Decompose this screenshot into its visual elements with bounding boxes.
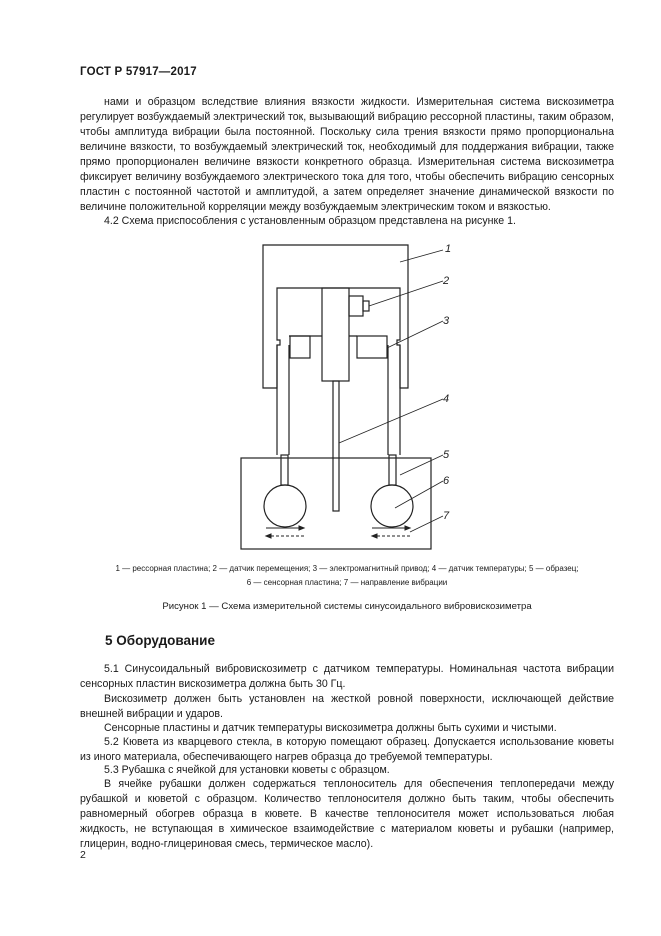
paragraph-4-2: 4.2 Схема приспособления с установленным образцом представлена на рисунке 1. <box>104 215 516 227</box>
label-5: 5 <box>443 449 450 461</box>
section-title: 5 Оборудование <box>105 633 215 648</box>
paragraph-4-1-continued: нами и образцом вследствие влияния вязкости жидкости. Измерительная система вискозиметра регулирует возбуждаемый электрический ток, вызывающий вибрацию рессорной пластины, таким образом, чтобы амплитуда вибрации была постоянной. Поскольку сила трения вязкости прямо пропорциональна величине вязкости, то возбуждаемый электрический ток, необходимый для поддержания вибрации, также прямо пропорционален величине вязкости конкретного образца. Измерительная система вискозиметра фиксирует величину возбуждаемого электрического тока для того, чтобы обеспечить вибрацию сенсорных пластин с постоянной частотой и амплитудой, а затем определяет значение динамической вязкости по величине положительной корреляции между возбуждаемым электрическим током и вязкостью. <box>80 96 614 213</box>
label-1: 1 <box>445 243 452 255</box>
figure-caption: Рисунок 1 — Схема измерительной системы синусоидального вибровискозиметра <box>162 601 532 612</box>
document-header: ГОСТ Р 57917—2017 <box>80 66 197 78</box>
figure-legend <box>80 562 614 590</box>
label-2: 2 <box>443 275 450 287</box>
paragraph-5-1: 5.1 Синусоидальный вибровискозиметр с датчиком температуры. Номинальная частота вибрации сенсорных пластин вискозиметра должна быть 30 Гц. <box>80 663 614 690</box>
paragraph-5-3: 5.3 Рубашка с ячейкой для установки кюветы с образцом. <box>104 764 390 776</box>
paragraph-5-1-clean: Сенсорные пластины и датчик температуры вискозиметра должны быть сухими и чистыми. <box>104 722 557 734</box>
legend-line-1: 1 — рессорная пластина; 2 — датчик перемещения; 3 — электромагнитный привод; 4 — датчик температуры; 5 — образец; <box>115 564 579 573</box>
page-number: 2 <box>80 849 86 861</box>
paragraph-5-3-heat-carrier: В ячейке рубашки должен содержаться теплоноситель для обеспечения теплопередачи между рубашкой и кюветой с образцом. Количество теплоносителя должно быть таким, чтобы обеспечить равномерный обогрев образца в кювете. В качестве теплоносителя может использоваться любая жидкость, не вступающая в химическое взаимодействие с материалом кюветы и рубашки (например, глицерин, водно-глицериновая смесь, термическое масло). <box>80 778 614 850</box>
label-6: 6 <box>443 475 450 487</box>
paragraph-5-1-install: Вискозиметр должен быть установлен на жесткой ровной поверхности, исключающей действие внешней вибрации и ударов. <box>80 693 614 720</box>
viscometer-diagram <box>240 236 460 556</box>
label-4: 4 <box>443 393 450 405</box>
legend-line-2: 6 — сенсорная пластина; 7 — направление вибрации <box>246 578 448 587</box>
label-3: 3 <box>443 315 450 327</box>
label-7: 7 <box>443 510 450 522</box>
paragraph-5-2: 5.2 Кювета из кварцевого стекла, в которую помещают образец. Допускается использование кюветы из иного материала, обеспечивающего нагрев образца до требуемой температуры. <box>80 736 614 763</box>
